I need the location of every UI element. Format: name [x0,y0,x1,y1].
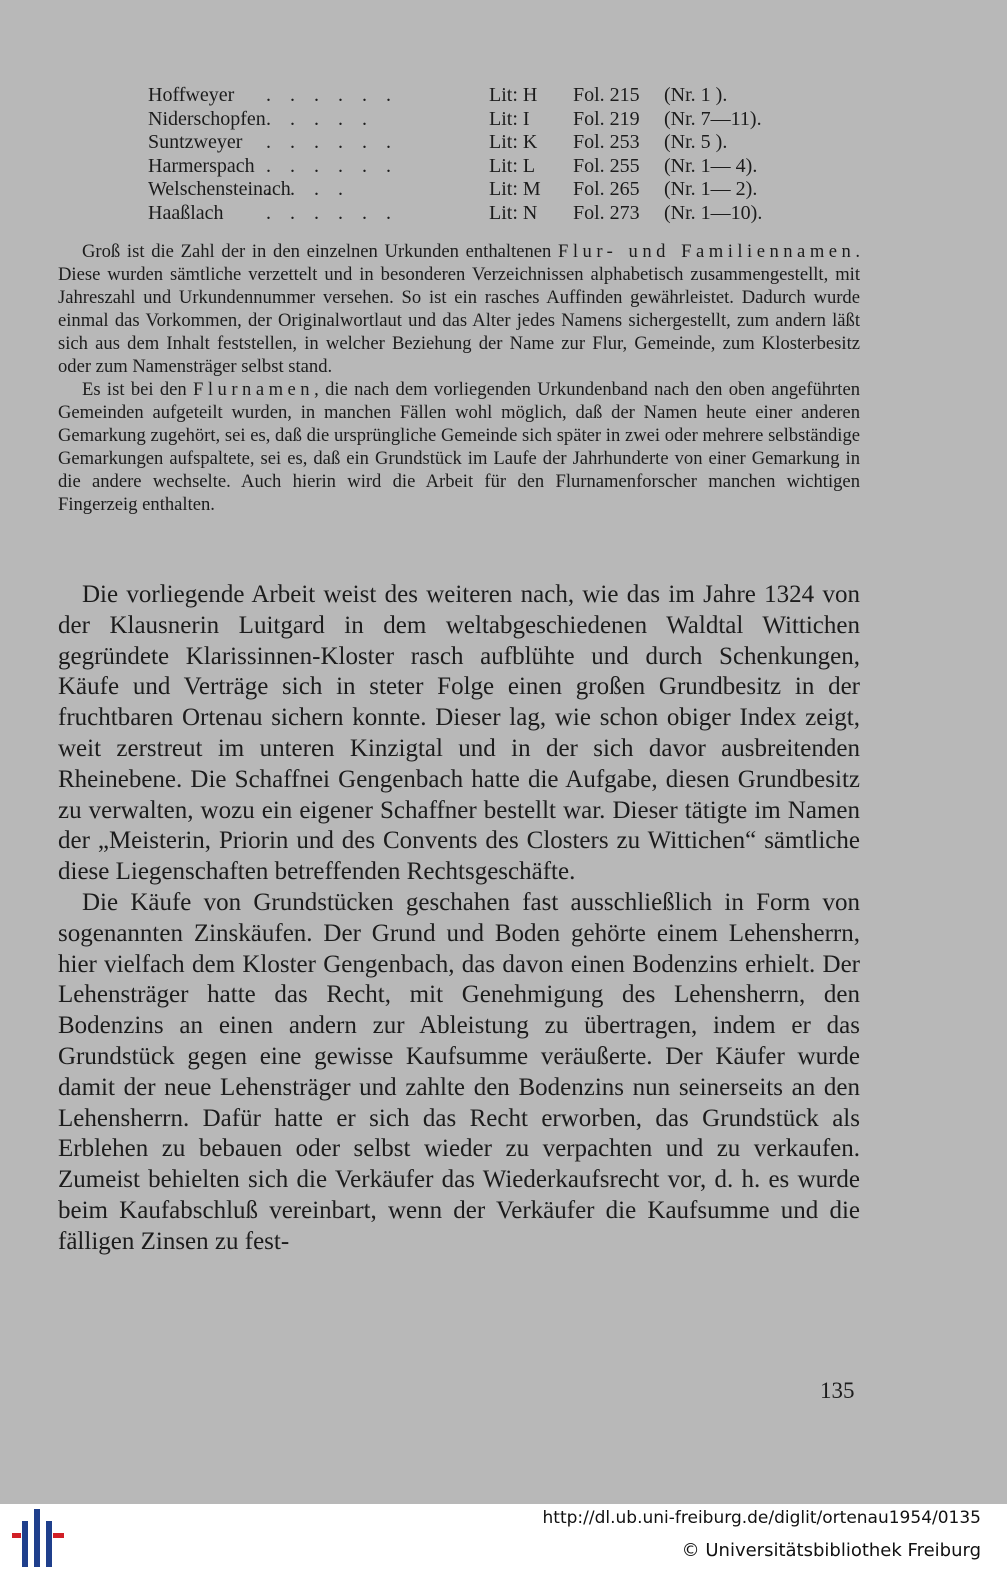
small-paragraph [58,378,860,516]
place-name: Hoffweyer [148,84,235,106]
index-row [148,131,788,155]
place-name: Suntzweyer [148,131,243,153]
place-name: Haaßlach [148,201,224,224]
folio: Fol. 215 [573,84,640,106]
place-name: Welschensteinach [148,178,291,200]
index-row [148,178,788,202]
lit-code: Lit: N [489,201,538,224]
text-span: . Diese wurden sämtliche verzettelt und in besonderen Verzeichnissen alphabetisch zusammengestellt, mit Jahreszahl und Urkundennummer versehen. So ist ein rasches Auffinden gewährleistet. Dadurch wurde einmal das Vorkommen, der Originalwortlaut und das Alter jedes Namens sichergestellt, zum andern läßt sich aus dem Inhalt feststellen, in welcher Beziehung der Name zur Flur, Gemeinde, zum Klosterbesitz oder zum Namensträger selbst stand. [58,241,860,377]
spaced-term: Flurnamen [193,379,315,400]
folio: Fol. 219 [573,107,640,130]
main-text-block [58,580,860,1258]
index-row [148,84,788,108]
lit-code: Lit: L [489,154,536,177]
lit-code: Lit: I [489,107,530,130]
lit-code: Lit: H [489,84,538,106]
main-paragraph: Die Käufe von Grundstücken geschahen fast ausschließlich in Form von sogenannten Zinskäufen. Der Grund und Boden gehörte einem Lehensherrn, hier vielfach dem Kloster Gengenbach, das davon einen Bodenzins erhielt. Der Lehensträger hatte das Recht, mit Genehmigung des Lehensherrn, den Bodenzins an einen andern zur Ableistung zu übertragen, indem er das Grundstück gegen eine gewisse Kaufsumme veräußerte. Der Käufer wurde damit der neue Lehensträger und zahlte den Bodenzins nun seinerseits an den Lehensherrn. Dafür hatte er sich das Recht erworben, das Grundstück als Erblehen zu bebauen oder selbst wieder zu verpachten und zu verkaufen. Zumeist behielten sich die Verkäufer das Wiederkaufsrecht vor, d. h. es wurde beim Kaufabschluß vereinbart, wenn der Verkäufer die Kaufsumme und die fälligen Zinsen zu fest- [58,888,860,1255]
folio: Fol. 273 [573,201,640,224]
text-span: Groß ist die Zahl der in den einzelnen Urkunden enthaltenen [82,241,559,262]
number-range: (Nr. 1— 4). [664,154,758,177]
leader-dots: . . . . . . [266,201,398,224]
number-range: (Nr. 1—10). [664,201,763,224]
lit-code: Lit: K [489,131,538,153]
university-library-logo [12,1507,64,1569]
page-number: 135 [820,1378,855,1403]
source-url-link[interactable]: http://dl.ub.uni-freiburg.de/diglit/ortenau1954/0135 [542,1508,981,1528]
leader-dots: . . . . . . [266,84,398,106]
small-paragraph [58,240,860,378]
small-text-block [58,240,860,516]
number-range: (Nr. 1— 2). [664,178,758,200]
spaced-term: Flur- und Familiennamen [558,241,856,262]
folio: Fol. 265 [573,178,640,200]
leader-dots: . . . . . . [266,131,398,153]
leader-dots: . . . . [266,178,350,200]
number-range: (Nr. 7—11). [664,107,762,130]
leader-dots: . . . . . . [266,154,398,177]
place-name: Harmerspach [148,154,255,177]
folio: Fol. 253 [573,131,640,153]
number-range: (Nr. 5 ). [664,131,728,153]
text-span: , die nach dem vorliegenden Urkundenband nach den oben angeführten Gemeinden aufgeteilt wurden, in manchen Fällen wohl möglich, daß der Namen heute einer anderen Gemarkung zugehört, sei es, daß die ursprüngliche Gemeinde sich später in zwei oder mehrere selbständige Gemarkungen aufspaltete, sei es, daß ein Grundstück im Laufe der Jahrhunderte von einer Gemarkung in die andere wechselte. Auch hierin wird die Arbeit für den Flurnamenforscher manchen wichtigen Fingerzeig enthalten. [58,379,860,515]
number-range: (Nr. 1 ). [664,84,728,106]
text-span: Es ist bei den [82,379,194,400]
leader-dots: . . . . . [266,107,374,130]
lit-code: Lit: M [489,178,541,200]
main-paragraph: Die vorliegende Arbeit weist des weiteren nach, wie das im Jahre 1324 von der Klausnerin Luitgard in dem weltabgeschiedenen Waldtal Wittichen gegründete Klarissinnen-Kloster rasch aufblühte und durch Schenkungen, Käufe und Verträge sich in steter Folge einen großen Grundbesitz in der fruchtbaren Ortenau sichern konnte. Dieser lag, wie schon obiger Index zeigt, weit zerstreut im unteren Kinzigtal und in der sich davor ausbreitenden Rheinebene. Die Schaffnei Gengenbach hatte die Aufgabe, diesen Grundbesitz zu verwalten, wozu ein eigener Schaffner bestellt war. Dieser tätigte im Namen der „Meisterin, Priorin und des Convents des Closters zu Wittichen“ sämtliche diese Liegenschaften betreffenden Rechtsgeschäfte. [58,581,860,886]
folio: Fol. 255 [573,154,640,177]
location-index [148,84,788,225]
place-name: Niderschopfen [148,107,266,130]
index-row [148,202,788,226]
index-row [148,108,788,132]
index-row [148,155,788,179]
copyright-notice: © Universitätsbibliothek Freiburg [681,1540,981,1561]
